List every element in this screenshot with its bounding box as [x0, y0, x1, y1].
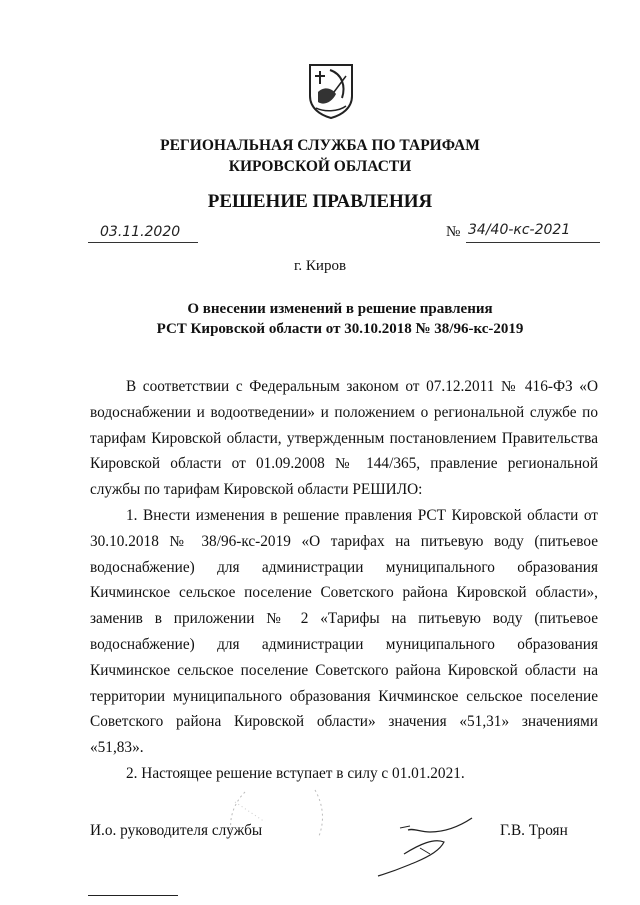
subject-line1: О внесении изменений в решение правления — [187, 301, 493, 317]
document-body — [90, 374, 598, 787]
handwritten-signature-icon — [360, 808, 490, 878]
faint-stamp-mark — [205, 782, 345, 852]
paragraph-3: 2. Настоящее решение вступает в силу с 01.01.2021. — [126, 764, 465, 782]
document-title: РЕШЕНИЕ ПРАВЛЕНИЯ — [207, 191, 433, 212]
number-prefix: № — [446, 224, 461, 240]
document-number: 34/40-кс-2021 — [468, 222, 571, 238]
kirov-coat-of-arms-icon — [306, 62, 356, 120]
city: г. Киров — [293, 258, 347, 274]
org-name-line1: РЕГИОНАЛЬНАЯ СЛУЖБА ПО ТАРИФАМ — [160, 137, 480, 154]
number-underline — [466, 242, 600, 243]
document-date: 03.11.2020 — [100, 224, 181, 240]
paragraph-1: В соответствии с Федеральным законом от 07.12.2011 № 416-ФЗ «О водоснабжении и водоотведении» и положением о региональной службе по тарифам Кировской области, утвержденным постановлением Правительства Кировской области от 01.09.2008 № 144/365, правление региональной службы по тарифам Кировской области РЕШИЛО: — [90, 378, 598, 499]
date-underline — [88, 242, 198, 243]
paragraph-2: 1. Внести изменения в решение правления РСТ Кировской области от 30.10.2018 № 38/96-кс-2019 «О тарифах на питьевую воду (питьевое водоснабжение) для администрации муниципального образования Кичминское сельское поселение Советского района Кировской области», заменив в приложении № 2 «Тарифы на питьевую воду (питьевое водоснабжение) для администрации муниципального образования Кичминское сельское поселение Советского района Кировской области на территории муниципального образования Кичминское сельское поселение Советского района Кировской области» значения «51,31» значениями «51,83». — [90, 506, 598, 757]
signatory-position: И.о. руководителя службы — [90, 822, 263, 839]
subject-line2: РСТ Кировской области от 30.10.2018 № 38/96-кс-2019 — [156, 321, 524, 337]
org-name-line2: КИРОВСКОЙ ОБЛАСТИ — [228, 158, 412, 175]
signatory-name: Г.В. Троян — [500, 822, 568, 839]
footer-line — [88, 895, 178, 896]
